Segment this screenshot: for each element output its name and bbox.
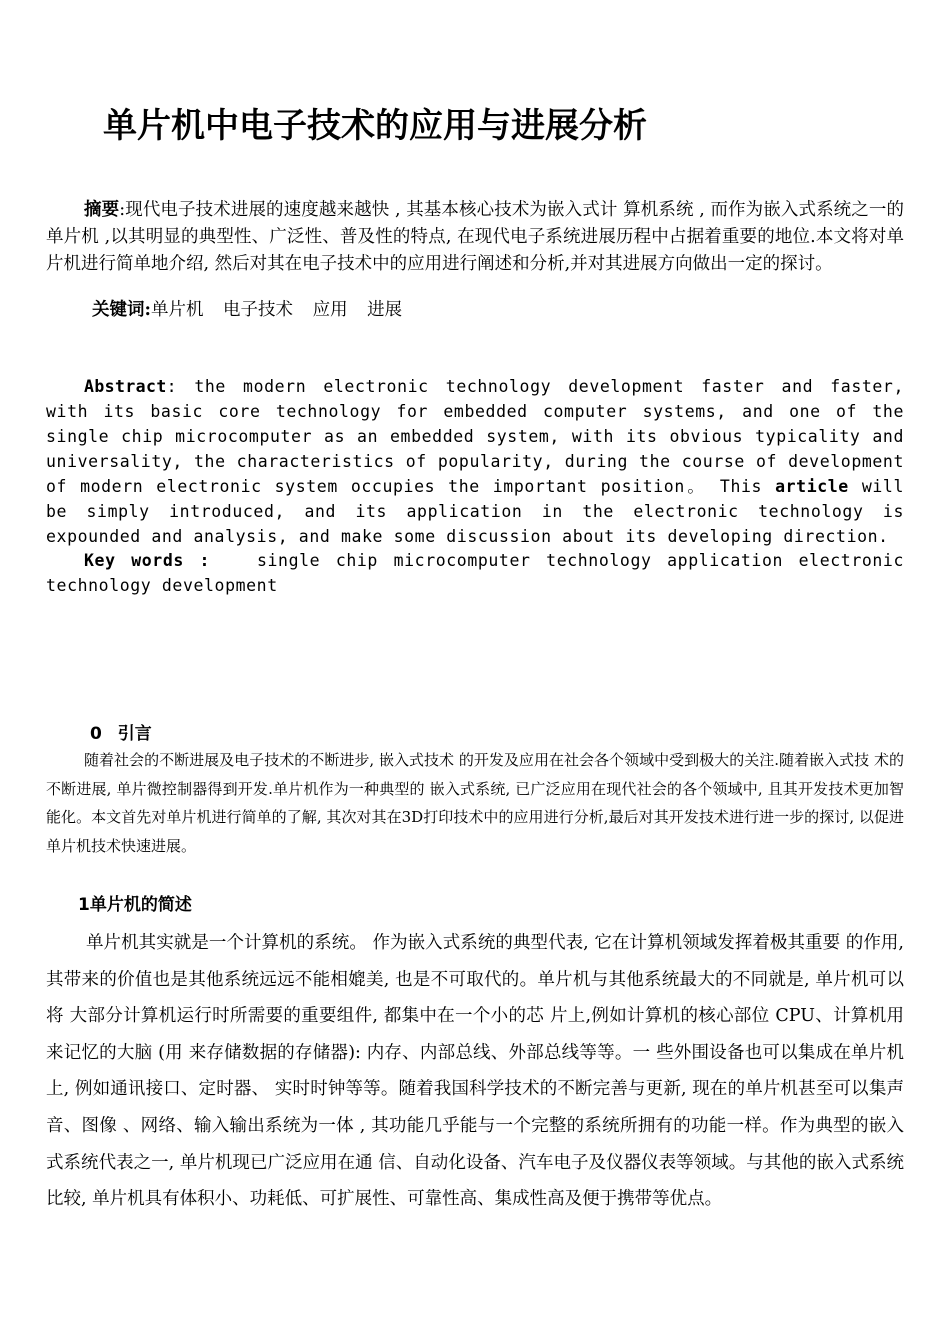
- abstract-en-text-after: will be simply introduced, and its application in the electronic technology is expounded and analysis, and make some discussion about its developing direction.: [46, 477, 904, 546]
- section-0-paragraph: 随着社会的不断进展及电子技术的不断进步, 嵌入式技术 的开发及应用在社会各个领域中受到极大的关注.随着嵌入式技 术的不断进展, 单片微控制器得到开发.单片机作为一种典型的 嵌入式系统, 已广泛应用在现代社会的各个领域中, 且其开发技术更加智能化。本文首先对单片机进行简单的了解, 其次对其在3D打印技术中的应用进行分析,最后对其开发技术进行进一步的探讨, 以促进单片机技术快速进展。: [46, 751, 904, 855]
- section-0-heading: 0 引言: [90, 724, 152, 744]
- page-title: 单片机中电子技术的应用与进展分析: [103, 106, 647, 146]
- abstract-en-text-before: the modern electronic technology development faster and faster, with its basic core technology for embedded computer systems, and one of the single chip microcomputer as an embedded system, with its obvious typicality and universality, the characteristics of popularity, during the course of development of modern electronic system occupies the important position。 This: [46, 377, 904, 496]
- abstract-en-sep: :: [166, 377, 195, 396]
- abstract-cn: [46, 197, 904, 278]
- abstract-cn-text: :现代电子技术进展的速度越来越快 , 其基本核心技术为嵌入式计 算机系统 , 而作为嵌入式系统之一的单片机 ,以其明显的典型性、广泛性、普及性的特点, 在现代电子系统进展历程中占据着重要的地位.本文将对单片机进行简单地介绍, 然后对其在电子技术中的应用进行阐述和分析,并对其进展方向做出一定的探讨。: [46, 200, 904, 274]
- abstract-en-label: Abstract: [84, 377, 167, 396]
- abstract-cn-label: 摘要: [84, 200, 120, 220]
- keywords-en-text: single chip microcomputer technology application electronic technology development: [46, 551, 904, 595]
- abstract-en-bold-word: article: [775, 477, 849, 496]
- keywords-cn: [92, 297, 402, 324]
- keywords-cn-text: 单片机 电子技术 应用 进展: [150, 300, 403, 320]
- section-1-paragraph: 单片机其实就是一个计算机的系统。 作为嵌入式系统的典型代表, 它在计算机领域发挥着极其重要 的作用, 其带来的价值也是其他系统远远不能相媲美, 也是不可取代的。单片机与其他系统最大的不同就是, 单片机可以将 大部分计算机运行时所需要的重要组件, 都集中在一个小的芯 片上,例如计算机的核心部位 CPU、计算机用来记忆的大脑 (用 来存储数据的存储器): 内存、内部总线、外部总线等等。一 些外围设备也可以集成在单片机上, 例如通讯接口、定时器、 实时时钟等等。随着我国科学技术的不断完善与更新, 现在的单片机甚至可以集声音、图像 、网络、输入输出系统为一体 , 其功能几乎能与一个完整的系统所拥有的功能一样。作为典型的嵌入式系统代表之一, 单片机现已广泛应用在通 信、自动化设备、汽车电子及仪器仪表等领域。与其他的嵌入式系统比较, 单片机具有体积小、功耗低、可扩展性、可靠性高、集成性高及便于携带等优点。: [46, 933, 904, 1210]
- keywords-cn-label: 关键词:: [92, 300, 151, 320]
- section-1-heading: 1单片机的简述: [78, 895, 192, 915]
- keywords-en: [46, 548, 904, 598]
- keywords-en-label: Key words :: [84, 551, 211, 570]
- abstract-en: [46, 374, 904, 549]
